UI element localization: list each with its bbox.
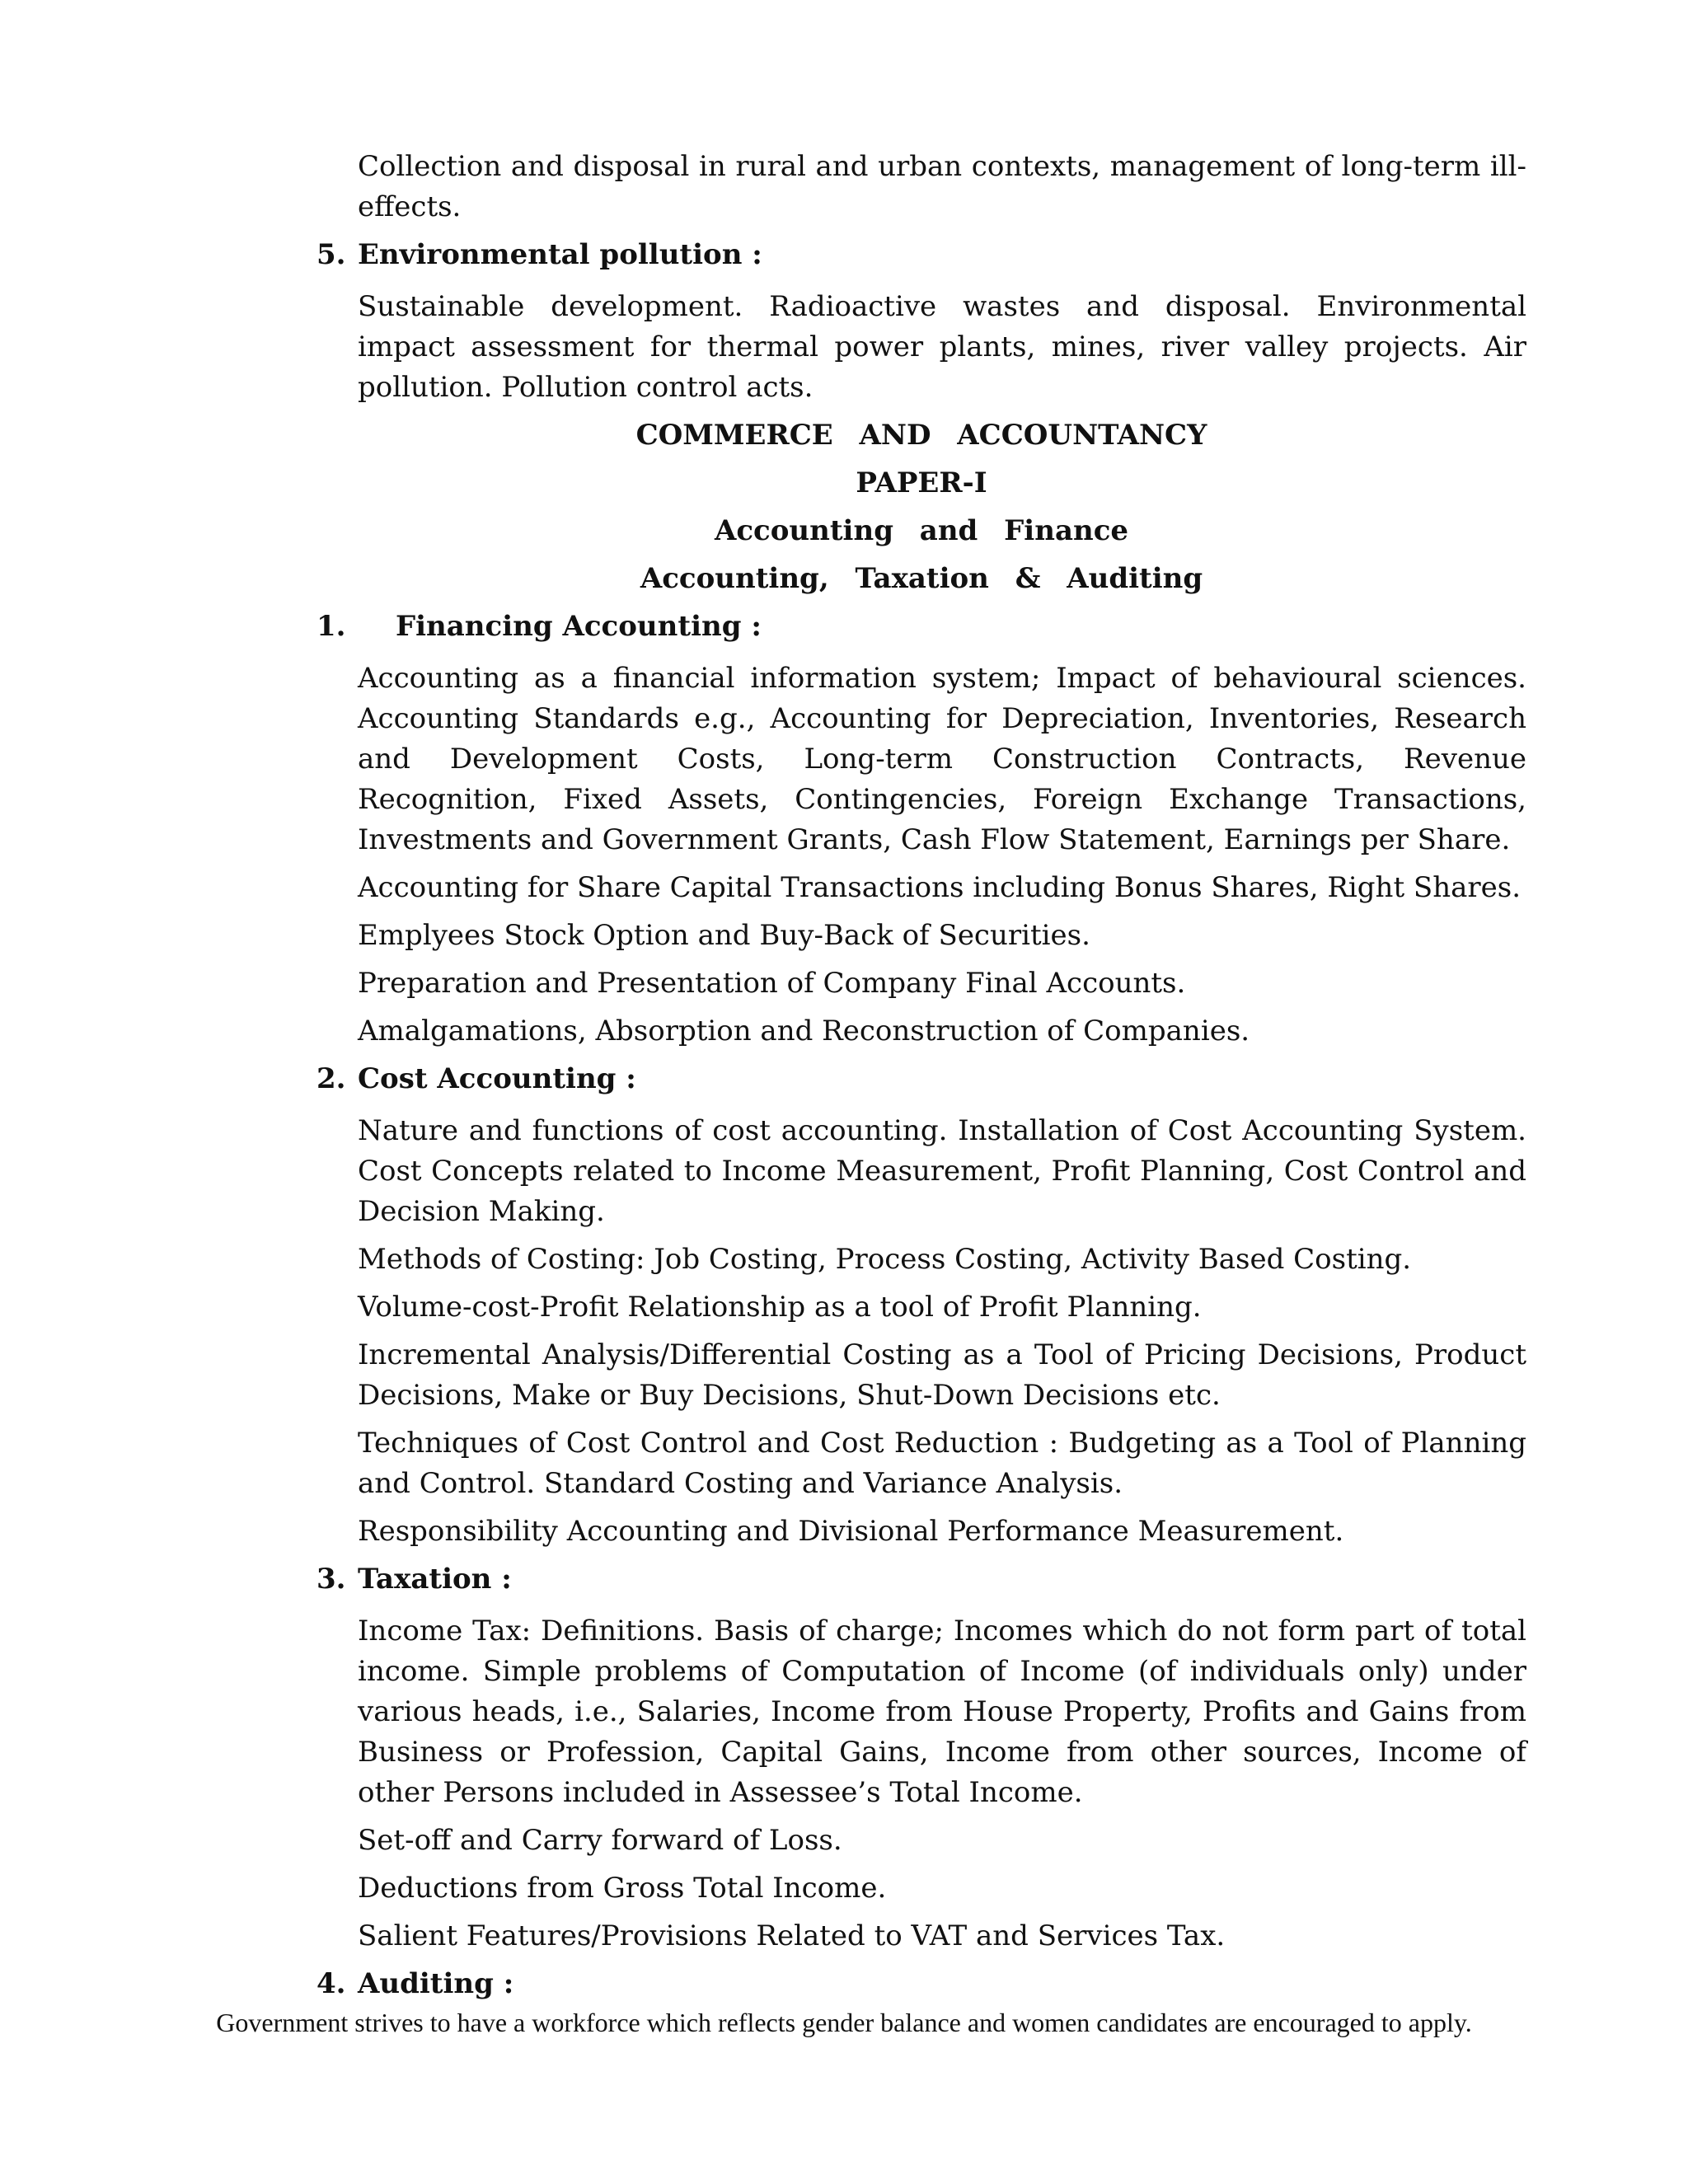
- list-item: Amalgamations, Absorption and Reconstruction of Companies.: [358, 1015, 1250, 1047]
- section-title: Financing Accounting :: [396, 610, 762, 643]
- intro-paragraph: Collection and disposal in rural and urban contexts, management of long-term ill-effects.: [358, 150, 1526, 223]
- list-item: Income Tax: Definitions. Basis of charge; Incomes which do not form part of total income. Simple problems of Computation of Income (of individuals only) under various heads, i.e., Salaries, Income from House Property, Profits and Gains from Business or Profession, Capital Gains, Income from other sources, Income of other Persons included in Assessee’s Total Income.: [358, 1615, 1526, 1809]
- list-item: Nature and functions of cost accounting. Installation of Cost Accounting System. Cost Concepts related to Income Measurement, Profit Planning, Cost Control and Decision Making.: [358, 1114, 1526, 1228]
- section-title: Environmental pollution :: [358, 238, 762, 271]
- section-number: 2.: [316, 1062, 346, 1095]
- list-item: Responsibility Accounting and Divisional Performance Measurement.: [358, 1515, 1344, 1548]
- syllabus-content: [316, 147, 1526, 2016]
- section-number: 1.: [316, 610, 346, 643]
- list-item: Deductions from Gross Total Income.: [358, 1872, 887, 1905]
- list-item: Techniques of Cost Control and Cost Reduction : Budgeting as a Tool of Planning and Control. Standard Costing and Variance Analysis.: [358, 1427, 1526, 1500]
- list-item: Salient Features/Provisions Related to VAT and Services Tax.: [358, 1919, 1226, 1952]
- section-5-body: Sustainable development. Radioactive wastes and disposal. Environmental impact assessment for thermal power plants, mines, river valley projects. Air pollution. Pollution control acts.: [358, 290, 1526, 404]
- page-footer: Government strives to have a workforce which reflects gender balance and women candidates are encouraged to apply.: [216, 2008, 1472, 2037]
- section-title: Auditing :: [358, 1967, 514, 2000]
- section-4-heading: [316, 1964, 1526, 2004]
- list-item: Preparation and Presentation of Company Final Accounts.: [358, 967, 1186, 1000]
- list-item: Set-off and Carry forward of Loss.: [358, 1824, 842, 1857]
- section-title: Cost Accounting :: [358, 1062, 636, 1095]
- section-1-heading: [316, 607, 1526, 647]
- paper-title: PAPER-I: [856, 466, 987, 499]
- section-number: 4.: [316, 1967, 346, 2000]
- list-item: Accounting as a financial information system; Impact of behavioural sciences. Accounting Standards e.g., Accounting for Depreciation, Inventories, Research and Development Costs, Long-term Construction Contracts, Revenue Recognition, Fixed Assets, Contingencies, Foreign Exchange Transactions, Investments and Government Grants, Cash Flow Statement, Earnings per Share.: [358, 662, 1526, 856]
- section-2-heading: [316, 1059, 1526, 1099]
- list-item: Emplyees Stock Option and Buy-Back of Securities.: [358, 919, 1090, 952]
- section-3-heading: [316, 1559, 1526, 1600]
- subject-title: COMMERCE AND ACCOUNTANCY: [635, 419, 1207, 452]
- section-title: Taxation :: [358, 1563, 512, 1596]
- list-item: Volume-cost-Profit Relationship as a tool of Profit Planning.: [358, 1291, 1202, 1324]
- list-item: Accounting for Share Capital Transactions including Bonus Shares, Right Shares.: [358, 871, 1522, 904]
- list-item: Incremental Analysis/Differential Costing as a Tool of Pricing Decisions, Product Decisions, Make or Buy Decisions, Shut-Down Decisions etc.: [358, 1338, 1526, 1412]
- part-title: Accounting and Finance: [714, 514, 1129, 547]
- list-item: Methods of Costing: Job Costing, Process Costing, Activity Based Costing.: [358, 1243, 1412, 1276]
- sub-title: Accounting, Taxation & Auditing: [640, 562, 1203, 595]
- section-number: 3.: [316, 1563, 346, 1596]
- section-number: 5.: [316, 238, 346, 271]
- section-5-heading: [316, 235, 1526, 275]
